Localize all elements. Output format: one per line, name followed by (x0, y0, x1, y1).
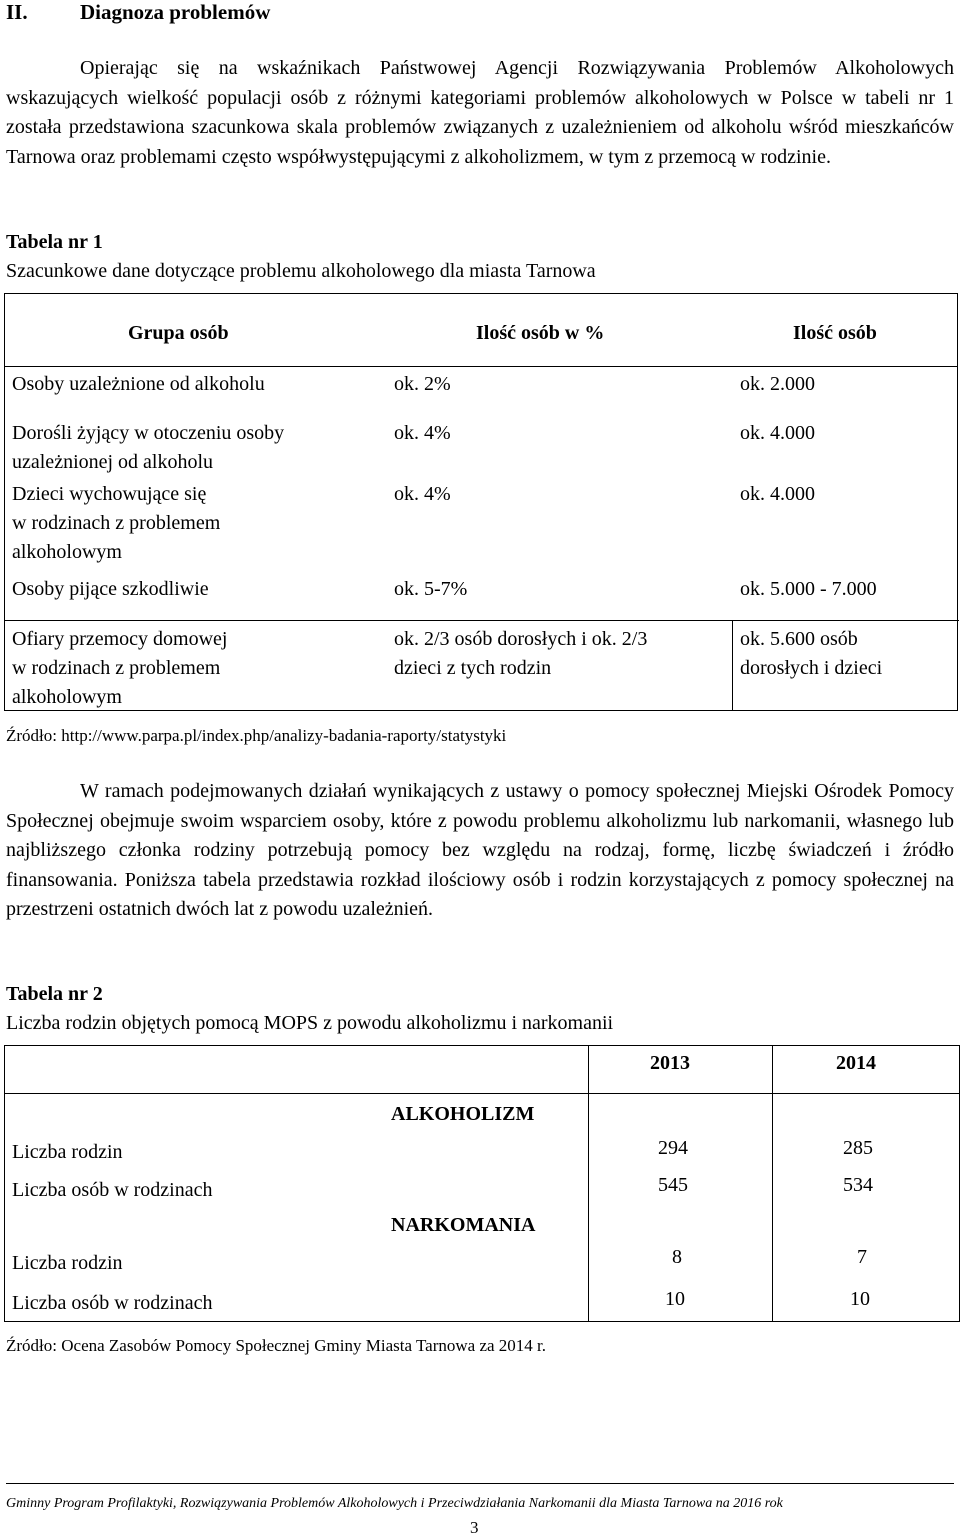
table-row: Osoby pijące szkodliwie (12, 578, 209, 600)
table1-label: Tabela nr 1 (6, 231, 103, 253)
table1-caption: Szacunkowe dane dotyczące problemu alkoholowego dla miasta Tarnowa (6, 260, 596, 282)
table1-header (4, 293, 958, 367)
table-row: Dorośli żyjący w otoczeniu osoby uzależnionej od alkoholu (12, 422, 285, 473)
table-row: Liczba rodzin (12, 1141, 123, 1163)
table1-header-group: Grupa osób (128, 322, 229, 344)
mid-paragraph: W ramach podejmowanych działań wynikających z ustawy o pomocy społecznej Miejski Ośrodek Pomocy Społecznej obejmuje swoim wsparciem osoby, które z powodu problemu alkoholizmu lub narkomanii, własnego lub najbliższego członka rodziny potrzebują pomocy bez względu na rodzaj, formę, liczbę świadczeń i źródło finansowania. Poniższa tabela przedstawia rozkład ilościowy osób i rodzin korzystających z pomocy społecznej na przestrzeni ostatnich dwóch lat z powodu uzależnień. (6, 780, 954, 920)
table1-header-count: Ilość osób (793, 322, 877, 344)
table-row: Liczba rodzin (12, 1252, 123, 1274)
table2-source: Źródło: Ocena Zasobów Pomocy Społecznej Gminy Miasta Tarnowa za 2014 r. (6, 1336, 547, 1355)
table-row: Liczba osób w rodzinach (12, 1179, 213, 1201)
section-alkoholizm: ALKOHOLIZM (391, 1103, 535, 1125)
table2-caption: Liczba rodzin objętych pomocą MOPS z powodu alkoholizmu i narkomanii (6, 1012, 614, 1034)
table2: 2013 2014 ALKOHOLIZM Liczba rodzin 294 285 Liczba osób w rodzinach 545 534 NARKOMANIA Liczba rodzin 8 7 Liczba osób w rodzinach 10 10 (4, 1045, 960, 1322)
section-narkomania: NARKOMANIA (391, 1214, 536, 1236)
section-number: II. (6, 0, 28, 24)
table1-divider (732, 620, 733, 710)
table1-divider (5, 620, 959, 621)
table1 (4, 293, 958, 711)
section-heading (6, 0, 270, 25)
year-2014: 2014 (836, 1052, 876, 1074)
page-number: 3 (470, 1518, 479, 1537)
intro-paragraph: Opierając się na wskaźnikach Państwowej Agencji Rozwiązywania Problemów Alkoholowych wskazujących wielkość populacji osób z różnymi kategoriami problemów alkoholowych w Polsce w tabeli nr 1 została przedstawiona szacunkowa skala problemów związanych z uzależnieniem od alkoholu wśród mieszkańców Tarnowa oraz problemami często współwystępującymi z alkoholizmem, w tym z przemocą w rodzinie. (6, 57, 954, 168)
table1-body: Osoby uzależnione od alkoholu ok. 2% ok. 2.000 Dorośli żyjący w otoczeniu osoby uzależnionej od alkoholu ok. 4% ok. 4.000 Dzieci wychowujące się w rodzinach z problemem alkoholowym ok. 4% ok. 4.000 Osoby pijące szkodliwie ok. 5-7% ok. 5.000 - 7.000 Ofiary przemocy domowej w rodzinach z problemem alkoholowym ok. 2/3 osób dorosłych i ok. 2/3 dzieci z tych rodzin ok. 5.600 osób dorosłych i dzieci (4, 367, 958, 711)
section-title: Diagnoza problemów (80, 0, 271, 24)
table-row: Dzieci wychowujące się w rodzinach z problemem alkoholowym (12, 483, 221, 563)
footer-rule (6, 1483, 954, 1484)
table2-label: Tabela nr 2 (6, 983, 103, 1005)
table-row: Liczba osób w rodzinach (12, 1292, 213, 1314)
table-row: Osoby uzależnione od alkoholu (12, 373, 265, 395)
table1-header-percent: Ilość osób w % (476, 322, 605, 344)
table1-source: Źródło: http://www.parpa.pl/index.php/analizy-badania-raporty/statystyki (6, 726, 507, 745)
footer-text: Gminny Program Profilaktyki, Rozwiązywania Problemów Alkoholowych i Przeciwdziałania Narkomanii dla Miasta Tarnowa na 2016 rok (6, 1496, 783, 1511)
table-row: Ofiary przemocy domowej w rodzinach z problemem alkoholowym (12, 628, 228, 708)
year-2013: 2013 (650, 1052, 690, 1074)
